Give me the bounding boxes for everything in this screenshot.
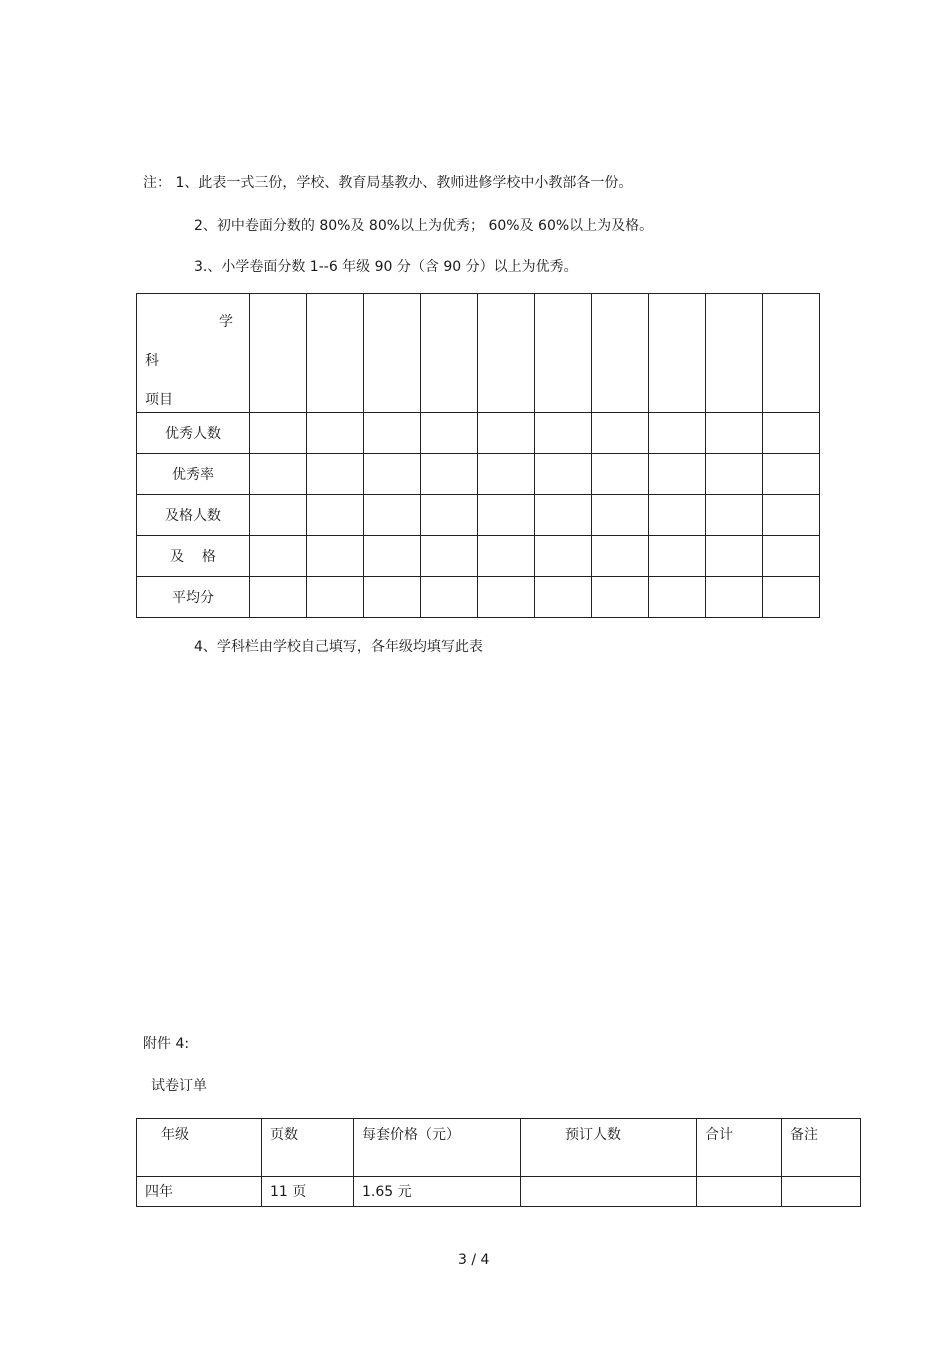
header-cell-subject-item: [137, 294, 250, 413]
data-cell[interactable]: [706, 495, 763, 536]
note-line-4: 4、学科栏由学校自己填写，各年级均填写此表: [194, 639, 483, 655]
header-grade: 年级: [137, 1119, 262, 1177]
data-cell[interactable]: [763, 577, 820, 618]
subject-cell[interactable]: [307, 294, 364, 413]
subject-cell[interactable]: [364, 294, 421, 413]
header-text-ke: 科: [145, 353, 159, 369]
subject-cell[interactable]: [649, 294, 706, 413]
attachment-label: 附件 4:: [143, 1036, 190, 1052]
subject-cell[interactable]: [592, 294, 649, 413]
data-cell[interactable]: [592, 495, 649, 536]
header-total: 合计: [697, 1119, 782, 1177]
data-cell[interactable]: [592, 577, 649, 618]
data-cell[interactable]: [250, 536, 307, 577]
data-cell[interactable]: [706, 413, 763, 454]
stats-table: [136, 293, 820, 618]
header-price: 每套价格（元）: [354, 1119, 521, 1177]
data-cell[interactable]: [649, 536, 706, 577]
data-cell[interactable]: [649, 413, 706, 454]
data-cell[interactable]: [535, 577, 592, 618]
data-cell[interactable]: [478, 577, 535, 618]
data-cell[interactable]: [649, 454, 706, 495]
data-cell[interactable]: [478, 454, 535, 495]
data-cell[interactable]: [706, 577, 763, 618]
data-cell[interactable]: [535, 495, 592, 536]
order-table: [136, 1118, 861, 1207]
header-order-count: 预订人数: [521, 1119, 697, 1177]
header-text-xiangmu: 项目: [145, 392, 173, 408]
header-remark: 备注: [782, 1119, 861, 1177]
data-cell[interactable]: [364, 413, 421, 454]
data-cell[interactable]: [364, 454, 421, 495]
subject-cell[interactable]: [706, 294, 763, 413]
data-cell[interactable]: [535, 454, 592, 495]
data-cell[interactable]: [364, 495, 421, 536]
data-cell[interactable]: [478, 413, 535, 454]
cell-grade: 四年: [137, 1177, 262, 1207]
data-cell[interactable]: [421, 577, 478, 618]
subject-cell[interactable]: [478, 294, 535, 413]
data-cell[interactable]: [706, 454, 763, 495]
cell-total[interactable]: [697, 1177, 782, 1207]
row-label-excellent-count: 优秀人数: [137, 413, 250, 454]
row-label-excellent-rate: 优秀率: [137, 454, 250, 495]
data-cell[interactable]: [307, 536, 364, 577]
data-cell[interactable]: [421, 413, 478, 454]
order-title: 试卷订单: [151, 1078, 207, 1094]
note-line-2: 2、初中卷面分数的 80%及 80%以上为优秀； 60%及 60%以上为及格。: [194, 218, 654, 234]
note-line-3: 3.、小学卷面分数 1--6 年级 90 分（含 90 分）以上为优秀。: [194, 259, 578, 275]
cell-pages: 11 页: [262, 1177, 354, 1207]
data-cell[interactable]: [421, 454, 478, 495]
subject-cell[interactable]: [421, 294, 478, 413]
data-cell[interactable]: [307, 495, 364, 536]
subject-cell[interactable]: [763, 294, 820, 413]
data-cell[interactable]: [421, 495, 478, 536]
data-cell[interactable]: [364, 577, 421, 618]
data-cell[interactable]: [478, 536, 535, 577]
data-cell[interactable]: [421, 536, 478, 577]
data-cell[interactable]: [250, 413, 307, 454]
data-cell[interactable]: [763, 454, 820, 495]
data-cell[interactable]: [649, 577, 706, 618]
cell-order-count[interactable]: [521, 1177, 697, 1207]
page-number: 3 / 4: [458, 1252, 490, 1268]
data-cell[interactable]: [250, 454, 307, 495]
data-cell[interactable]: [706, 536, 763, 577]
row-label-pass-count: 及格人数: [137, 495, 250, 536]
data-cell[interactable]: [478, 495, 535, 536]
data-cell[interactable]: [364, 536, 421, 577]
data-cell[interactable]: [535, 413, 592, 454]
data-cell[interactable]: [649, 495, 706, 536]
data-cell[interactable]: [592, 454, 649, 495]
data-cell[interactable]: [592, 536, 649, 577]
row-label-average-score: 平均分: [137, 577, 250, 618]
data-cell[interactable]: [592, 413, 649, 454]
data-cell[interactable]: [307, 413, 364, 454]
cell-price: 1.65 元: [354, 1177, 521, 1207]
header-pages: 页数: [262, 1119, 354, 1177]
note-line-1: 注： 1、此表一式三份，学校、教育局基教办、教师进修学校中小教部各一份。: [143, 175, 633, 191]
data-cell[interactable]: [763, 495, 820, 536]
subject-cell[interactable]: [250, 294, 307, 413]
data-cell[interactable]: [763, 536, 820, 577]
data-cell[interactable]: [307, 454, 364, 495]
data-cell[interactable]: [763, 413, 820, 454]
header-text-xue: 学: [219, 314, 233, 330]
data-cell[interactable]: [307, 577, 364, 618]
row-label-pass: 及 格: [137, 536, 250, 577]
data-cell[interactable]: [250, 577, 307, 618]
cell-remark[interactable]: [782, 1177, 861, 1207]
subject-cell[interactable]: [535, 294, 592, 413]
data-cell[interactable]: [535, 536, 592, 577]
data-cell[interactable]: [250, 495, 307, 536]
